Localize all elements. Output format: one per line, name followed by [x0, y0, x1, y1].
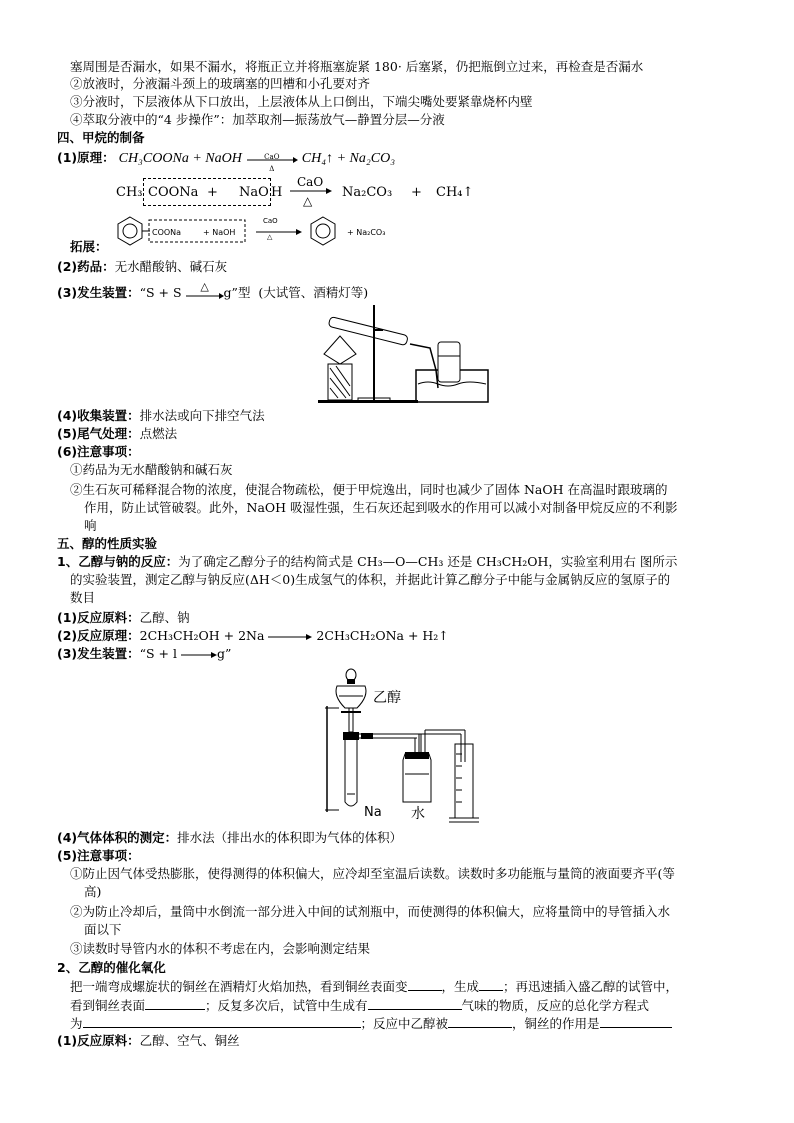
- figure-label-water: 水: [411, 806, 425, 822]
- eq-nao: NaO: [239, 185, 269, 200]
- ext-naoh: + NaOH: [203, 228, 236, 237]
- figure-label-ethanol: 乙醇: [373, 690, 401, 706]
- section-title: 五、醇的性质实验: [57, 536, 158, 551]
- fill-in-line: 看到铜丝表面 ；反复多次后，试管中生成有 气味的物质，反应的总化学方程式: [70, 998, 650, 1013]
- ext-na2co3: + Na₂CO₃: [347, 228, 386, 237]
- note: 面以下: [84, 922, 122, 937]
- notes-label: (6)注意事项：: [57, 444, 140, 459]
- section-title: 四、甲烷的制备: [57, 130, 145, 145]
- blank[interactable]: [145, 996, 205, 1010]
- blank[interactable]: [600, 1014, 672, 1028]
- text-line: ②放液时，分液漏斗颈上的玻璃塞的凹槽和小孔要对齐: [70, 76, 371, 91]
- note: 作用，防止试管破裂。此外，NaOH 吸湿性强，生石灰还起到吸水的作用可以减小对制备甲烷反应的不利影: [84, 500, 678, 515]
- eq-plus: +: [411, 185, 422, 200]
- device-line: (3)发生装置：“S + S △ g”型 (大试管、酒精灯等): [57, 279, 369, 300]
- fill-in-line: 把一端弯成螺旋状的铜丝在酒精灯火焰加热，看到铜丝表面变 ，生成 ；再迅速插入盛乙醇的试管中，: [70, 979, 679, 994]
- text-line: 数目: [70, 590, 96, 605]
- text-line: 塞周围是否漏水，如果不漏水，将瓶正立并将瓶塞旋紧 180· 后塞紧，仍把瓶倒立过来，再检查是否漏水: [70, 59, 644, 74]
- blank[interactable]: [448, 1014, 512, 1028]
- eq-h: H: [271, 185, 283, 200]
- tail-line: (5)尾气处理：点燃法: [57, 426, 178, 441]
- principle-line: [57, 149, 396, 173]
- text-line: 1、乙醇与钠的反应：为了确定乙醇分子的结构简式是 CH₃—O—CH₃ 还是 CH₃CH₂OH，实验室利用右 图所示: [57, 554, 678, 569]
- text-line: ③分液时，下层液体从下口放出，上层液体从上口倒出，下端尖嘴处要紧靠烧杯内壁: [70, 94, 533, 109]
- eq2-cond-top: CaO: [297, 175, 324, 189]
- note: ①防止因气体受热膨胀，使得测得的体积偏大，应冷却至室温后读数。读数时多功能瓶与量筒的液面要齐平(等: [70, 866, 675, 881]
- blank[interactable]: [408, 977, 442, 991]
- text-line: 的实验装置，测定乙醇与钠反应(ΔH＜0)生成氢气的体积，并据此计算乙醇分子中能与金属钠反应的氢原子的: [70, 572, 671, 587]
- note: ①药品为无水醋酸钠和碱石灰: [70, 462, 233, 477]
- text-line: ④萃取分液中的“4 步操作”：加萃取剂—振荡放气—静置分层—分液: [70, 112, 445, 127]
- note: 响: [84, 518, 97, 533]
- label: (1)原理：: [57, 150, 115, 165]
- note: ②生石灰可稀释混合物的浓度，使混合物疏松，便于甲烷逸出，同时也减少了固体 NaOH 在高温时跟玻璃的: [70, 482, 668, 497]
- reaction-arrow: CaO Δ: [246, 152, 298, 166]
- subsection-title: 2、乙醇的催化氧化: [57, 960, 166, 975]
- principle-line: (2)反应原理：2CH₃CH₂OH + 2Na 2CH₃CH₂ONa + H₂↑: [57, 628, 449, 643]
- eq-na2co3: Na₂CO₃: [342, 185, 393, 200]
- eq-plus: +: [207, 185, 218, 200]
- benzene-ring-icon: [311, 217, 335, 245]
- eq-coona: COONa: [148, 185, 199, 200]
- notes-label: (5)注意事项：: [57, 848, 140, 863]
- collect-line: (4)收集装置：排水法或向下排空气法: [57, 408, 265, 423]
- figure-label-na: Na: [364, 805, 382, 820]
- blank[interactable]: [479, 977, 503, 991]
- eq2-cond-bottom: △: [303, 194, 313, 208]
- eq-ch4: CH₄↑: [436, 185, 474, 200]
- raw-line: (1)反应原料：乙醇、空气、铜丝: [57, 1033, 240, 1048]
- ext-coona: COONa: [152, 228, 182, 237]
- ethanol-sodium-apparatus-figure: [325, 662, 495, 830]
- eq-ch3: CH₃: [116, 185, 143, 200]
- equation-left: CH₃COONa + NaOH: [118, 151, 242, 166]
- note: 高): [84, 884, 102, 899]
- device-line: (3)发生装置：“S + l g”: [57, 646, 232, 661]
- volume-line: (4)气体体积的测定：排水法（排出水的体积即为气体的体积）: [57, 830, 403, 845]
- note: ③读数时导管内水的体积不考虑在内，会影响测定结果: [70, 941, 371, 956]
- ext-cond-bottom: △: [267, 233, 273, 241]
- benzene-ring-icon: [118, 217, 142, 245]
- drugs-line: (2)药品：无水醋酸钠、碱石灰: [57, 259, 228, 274]
- raw-line: (1)反应原料：乙醇、钠: [57, 610, 190, 625]
- ext-label: 拓展：: [70, 239, 108, 254]
- note: ②为防止冷却后，量筒中水倒流一部分进入中间的试剂瓶中，而使测得的体积偏大，应将量筒中的导管插入水: [70, 904, 671, 919]
- blank[interactable]: [83, 1014, 361, 1028]
- equation-right: CH₄↑ + Na₂CO₃: [301, 151, 396, 166]
- methane-apparatus-figure: [318, 300, 490, 406]
- equation-2: [116, 184, 143, 201]
- ext-cond-top: CaO: [263, 217, 278, 225]
- fill-in-line: 为 ；反应中乙醇被 ，铜丝的作用是: [70, 1014, 672, 1032]
- blank[interactable]: [368, 996, 462, 1010]
